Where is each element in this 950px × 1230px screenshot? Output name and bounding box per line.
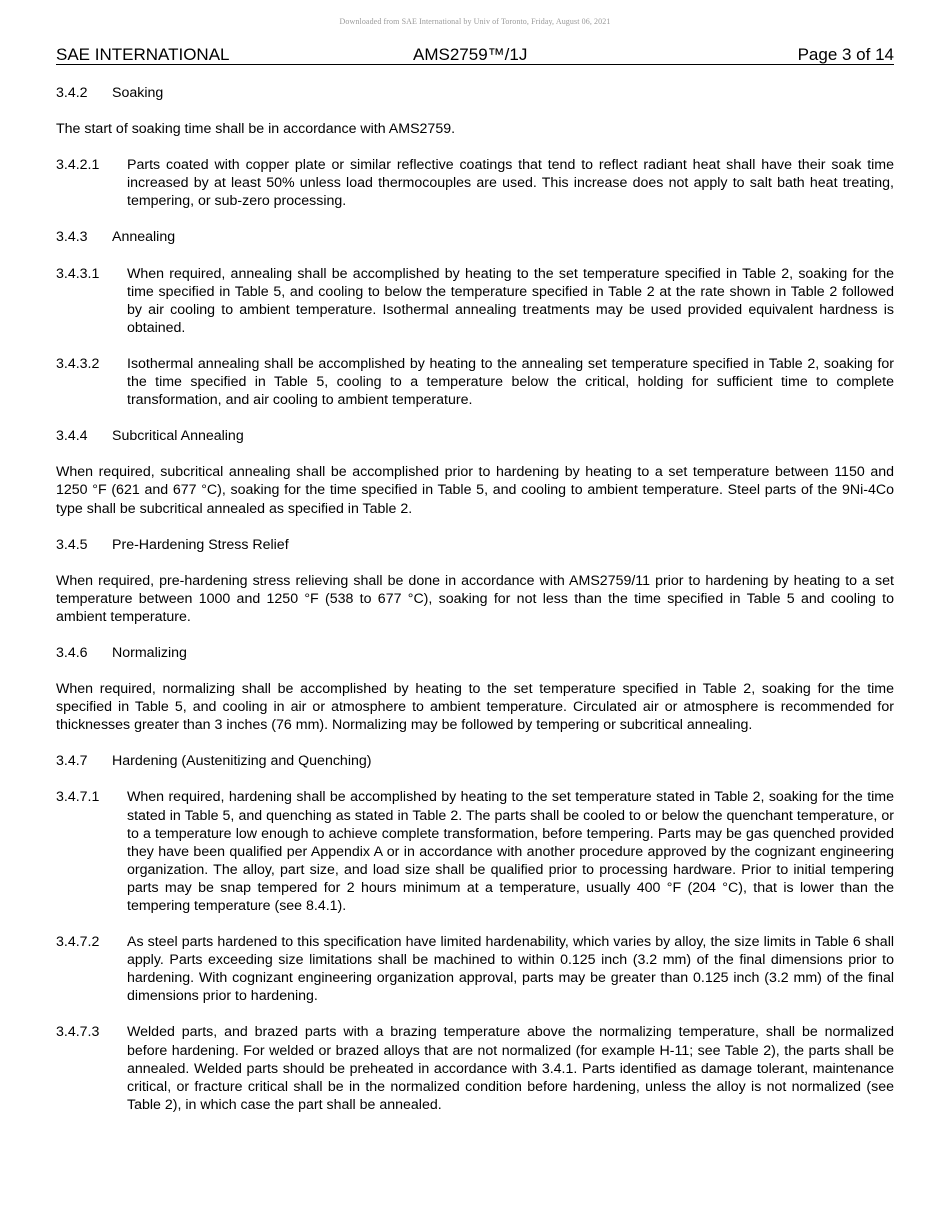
subsection-number: 3.4.7.1 [56, 789, 100, 806]
section-heading-subcritical-annealing [56, 427, 894, 445]
paragraph-normalizing: When required, normalizing shall be accomplished by heating to the set temperature specified in Table 2, soaking for the time specified in Table 5, and cooling in air or atmosphere to ambient temperature. Circulated air or atmosphere is recommended for thicknesses greater than 3 inches (76 mm). Normalizing may be followed by tempering or subcritical annealing. [56, 681, 894, 734]
paragraph-pre-hardening-stress-relief: When required, pre-hardening stress relieving shall be done in accordance with AMS2759/11 prior to hardening by heating to a set temperature between 1000 and 1250 °F (538 to 677 °C), soaking for not less than the time specified in Table 5 and cooling to ambient temperature. [56, 572, 894, 625]
subsection-number: 3.4.7.3 [56, 1024, 100, 1041]
section-title: Subcritical Annealing [112, 428, 244, 445]
section-title: Annealing [112, 229, 176, 246]
section-title: Hardening (Austenitizing and Quenching) [112, 753, 372, 770]
section-title: Pre-Hardening Stress Relief [112, 536, 289, 553]
section-title: Normalizing [112, 644, 187, 661]
subsection-3-4-2-1 [56, 156, 894, 210]
subsection-number: 3.4.3.1 [56, 265, 100, 282]
subsection-3-4-7-2 [56, 933, 894, 1005]
section-number: 3.4.2 [56, 85, 88, 101]
section-heading-normalizing [56, 644, 894, 662]
section-number: 3.4.6 [56, 644, 88, 661]
subsection-text: When required, annealing shall be accomplished by heating to the set temperature specified in Table 2, soaking for the time specified in Table 5, and cooling to below the temperature specified in Table 2 at the rate shown in Table 2 followed by air cooling to ambient temperature. Isothermal annealing treatments may be used provided equivalent hardness is obtained. [127, 265, 894, 336]
section-heading-hardening [56, 752, 894, 770]
section-number: 3.4.7 [56, 753, 88, 770]
subsection-number: 3.4.2.1 [56, 157, 100, 174]
section-number: 3.4.5 [56, 536, 88, 553]
document-body [56, 84, 894, 1132]
subsection-text: When required, hardening shall be accomplished by heating to the set temperature stated in Table 2, soaking for the time stated in Table 5, and quenching as stated in Table 2. The parts shall be cooled to or below the quenchant temperature, or to a temperature low enough to achieve complete transformation, before tempering. Parts may be gas quenched provided they have been qualified per Appendix A or in accordance with another procedure approved by the cognizant engineering organization. The alloy, part size, and load size shall be qualified prior to processing hardware. Prior to initial tempering parts may be snap tempered for 2 hours minimum at a temperature, usually 400 °F (204 °C), that is lower than the tempering temperature (see 8.4.1). [127, 789, 894, 914]
header-page-number: Page 3 of 14 [797, 45, 894, 64]
section-title: Soaking [112, 85, 164, 101]
header-document-number: AMS2759™/1J [413, 45, 528, 64]
subsection-3-4-7-3 [56, 1023, 894, 1113]
subsection-number: 3.4.7.2 [56, 934, 100, 951]
section-heading-annealing [56, 228, 894, 246]
subsection-3-4-3-1 [56, 265, 894, 337]
page-header [56, 45, 894, 65]
subsection-text: Isothermal annealing shall be accomplished by heating to the annealing set temperature specified in Table 2, soaking for the time specified in Table 5, cooling to a temperature below the critical, holding for sufficient time to complete transformation, and air cooling to ambient temperature. [127, 355, 894, 409]
paragraph-soaking: The start of soaking time shall be in accordance with AMS2759. [56, 121, 456, 138]
subsection-text: As steel parts hardened to this specification have limited hardenability, which varies by alloy, the size limits in Table 6 shall apply. Parts exceeding size limitations shall be machined to within 0.125 inch (3.2 mm) of the final dimensions prior to hardening. With cognizant engineering organization approval, parts may be greater than 0.125 inch (3.2 mm) of the final dimensions prior to hardening. [127, 934, 894, 1005]
subsection-3-4-3-2 [56, 355, 894, 409]
header-organization: SAE INTERNATIONAL [56, 45, 230, 64]
section-number: 3.4.4 [56, 428, 88, 445]
subsection-number: 3.4.3.2 [56, 355, 100, 372]
section-heading-pre-hardening-stress-relief [56, 536, 894, 554]
subsection-text: Parts coated with copper plate or similar reflective coatings that tend to reflect radiant heat shall have their soak time increased by at least 50% unless load thermocouples are used. This increase does not apply to salt bath heat treating, tempering, or sub-zero processing. [127, 157, 894, 210]
paragraph-subcritical-annealing: When required, subcritical annealing shall be accomplished prior to hardening by heating to a set temperature between 1150 and 1250 °F (621 and 677 °C), soaking for the time specified in Table 5, and cooling to ambient temperature. Steel parts of the 9Ni-4Co type shall be subcritical annealed as specified in Table 2. [56, 464, 894, 517]
subsection-text: Welded parts, and brazed parts with a brazing temperature above the normalizing temperature, shall be normalized before hardening. For welded or brazed alloys that are not normalized (for example H-11; see Table 2), the parts shall be annealed. Welded parts should be preheated in accordance with 3.4.1. Parts identified as damage tolerant, maintenance critical, or fracture critical shall be in the normalized condition before hardening, unless the alloy is not normalized (see Table 2), in which case the part shall be annealed. [127, 1024, 894, 1113]
section-number: 3.4.3 [56, 229, 88, 246]
subsection-3-4-7-1 [56, 788, 894, 915]
section-heading-soaking [56, 84, 894, 102]
download-watermark: Downloaded from SAE International by Univ of Toronto, Friday, August 06, 2021 [339, 17, 611, 26]
